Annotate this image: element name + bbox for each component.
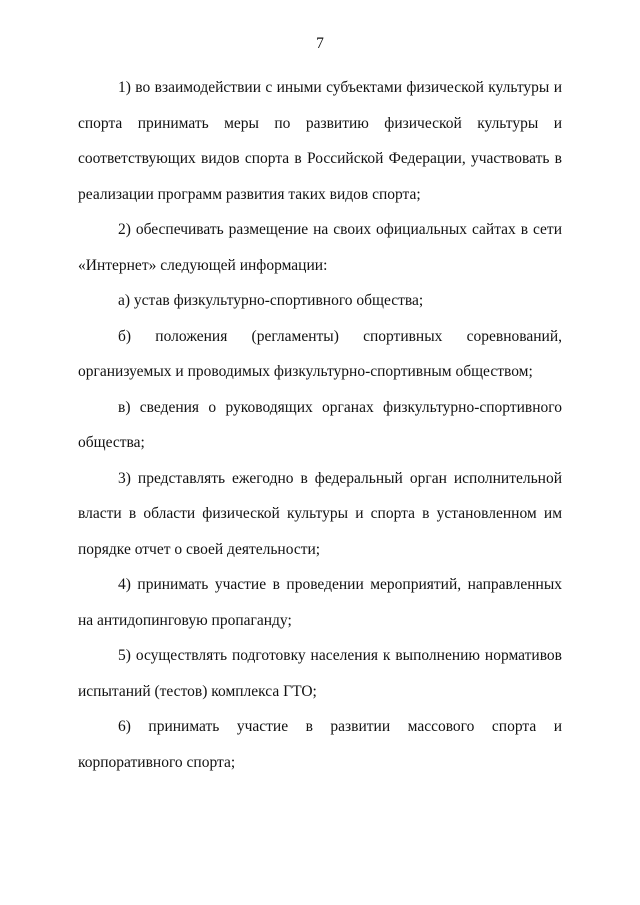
page-number: 7	[316, 35, 324, 52]
paragraph-item-2c: в) сведения о руководящих органах физкультурно-спортивного общества;	[78, 398, 562, 451]
paragraph-item-2b: б) положения (регламенты) спортивных соревнований, организуемых и проводимых физкультурно-спортивным обществом;	[78, 327, 562, 380]
paragraph-item-2: 2) обеспечивать размещение на своих официальных сайтах в сети «Интернет» следующей информации:	[78, 221, 562, 274]
paragraph-item-3: 3) представлять ежегодно в федеральный орган исполнительной власти в области физической культуры и спорта в установленном им порядке отчет о своей деятельности;	[78, 469, 562, 558]
paragraph-item-1: 1) во взаимодействии с иными субъектами физической культуры и спорта принимать меры по развитию физической культуры и соответствующих видов спорта в Российской Федерации, участвовать в реализации программ развития таких видов спорта;	[78, 79, 562, 203]
document-body	[78, 70, 562, 780]
paragraph-item-2a: а) устав физкультурно-спортивного общества;	[118, 292, 424, 309]
paragraph-item-4: 4) принимать участие в проведении мероприятий, направленных на антидопинговую пропаганду;	[78, 576, 562, 629]
paragraph-item-5: 5) осуществлять подготовку населения к выполнению нормативов испытаний (тестов) комплекса ГТО;	[78, 647, 562, 700]
paragraph-item-6: 6) принимать участие в развитии массового спорта и корпоративного спорта;	[78, 718, 562, 771]
